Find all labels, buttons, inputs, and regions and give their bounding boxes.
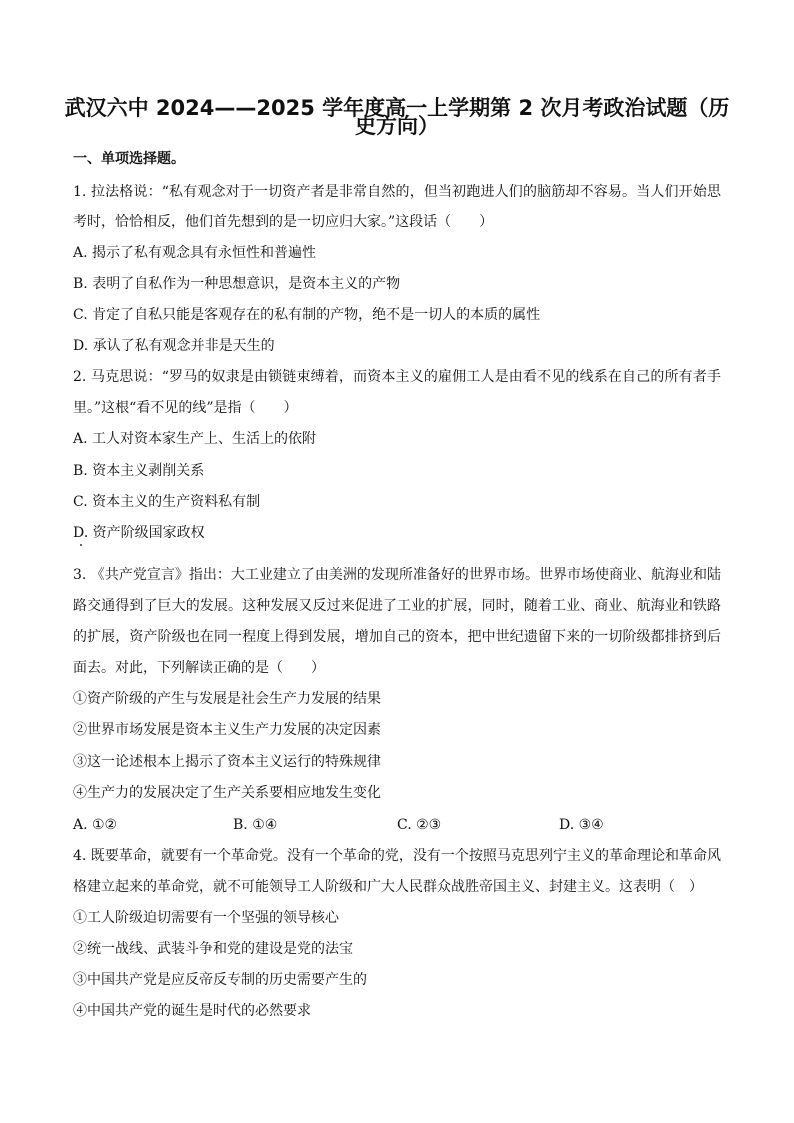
q3-option-d: D. ③④ <box>559 817 604 833</box>
q1-stem-line1: 1. 拉法格说：“私有观念对于一切资产者是非常自然的，但当初跑进人们的脑筋却不容易。当人们开始思 <box>73 184 721 200</box>
q4-statement-2: ②统一战线、武装斗争和党的建设是党的法宝 <box>73 941 353 957</box>
q2-option-b: B. 资本主义剥削关系 <box>73 463 205 479</box>
exam-title-line2: 史方向） <box>355 114 439 138</box>
q4-statement-4: ④中国共产党的诞生是时代的必然要求 <box>73 1003 311 1019</box>
q1-option-b: B. 表明了自私作为一种思想意识，是资本主义的产物 <box>73 276 401 292</box>
q2-option-a: A. 工人对资本家生产上、生活上的依附 <box>73 431 317 447</box>
q1-option-d: D. 承认了私有观念并非是天生的 <box>73 338 275 354</box>
section-heading: 一、单项选择题。 <box>73 151 185 167</box>
q1-option-c: C. 肯定了自私只能是客观存在的私有制的产物，绝不是一切人的本质的属性 <box>73 307 541 323</box>
q3-stem-line4: 面去。对此，下列解读正确的是（ ） <box>73 660 325 676</box>
q3-option-b: B. ①④ <box>233 817 278 833</box>
q3-option-c: C. ②③ <box>397 817 442 833</box>
q3-stem-line2: 路交通得到了巨大的发展。这种发展又反过来促进了工业的扩展，同时，随着工业、商业、航海业和铁路 <box>73 598 721 614</box>
stray-dot <box>80 544 82 546</box>
q3-statement-1: ①资产阶级的产生与发展是社会生产力发展的结果 <box>73 691 381 707</box>
q1-stem-line2: 考时，恰恰相反，他们首先想到的是一切应归大家。”这段话（ ） <box>73 214 494 230</box>
q1-option-a: A. 揭示了私有观念具有永恒性和普遍性 <box>73 245 317 261</box>
q3-stem-line1: 3. 《共产党宣言》指出：大工业建立了由美洲的发现所准备好的世界市场。世界市场使商业、航海业和陆 <box>73 567 721 583</box>
q3-statement-2: ②世界市场发展是资本主义生产力发展的决定因素 <box>73 722 381 738</box>
q3-statement-3: ③这一论述根本上揭示了资本主义运行的特殊规律 <box>73 754 381 770</box>
q3-option-a: A. ①② <box>73 817 118 833</box>
q4-statement-3: ③中国共产党是应反帝反专制的历史需要产生的 <box>73 972 367 988</box>
q4-statement-1: ①工人阶级迫切需要有一个坚强的领导核心 <box>73 910 339 926</box>
exam-title-line1: 武汉六中 2024——2025 学年度高一上学期第 2 次月考政治试题（历 <box>64 96 730 120</box>
q4-stem-line2: 格建立起来的革命党，就不可能领导工人阶级和广大人民群众战胜帝国主义、封建主义。这表明（ ） <box>73 879 703 895</box>
q2-option-d: D. 资产阶级国家政权 <box>73 525 205 541</box>
q2-option-c: C. 资本主义的生产资料私有制 <box>73 494 261 510</box>
q4-stem-line1: 4. 既要革命，就要有一个革命党。没有一个革命的党，没有一个按照马克思列宁主义的革命理论和革命风 <box>73 848 721 864</box>
q2-stem-line1: 2. 马克思说：“罗马的奴隶是由锁链束缚着，而资本主义的雇佣工人是由看不见的线系在自己的所有者手 <box>73 369 721 385</box>
q3-stem-line3: 的扩展，资产阶级也在同一程度上得到发展，增加自己的资本，把中世纪遗留下来的一切阶级都排挤到后 <box>73 629 721 645</box>
q3-statement-4: ④生产力的发展决定了生产关系要相应地发生变化 <box>73 785 381 801</box>
q2-stem-line2: 里。”这根“看不见的线”是指（ ） <box>73 400 298 416</box>
